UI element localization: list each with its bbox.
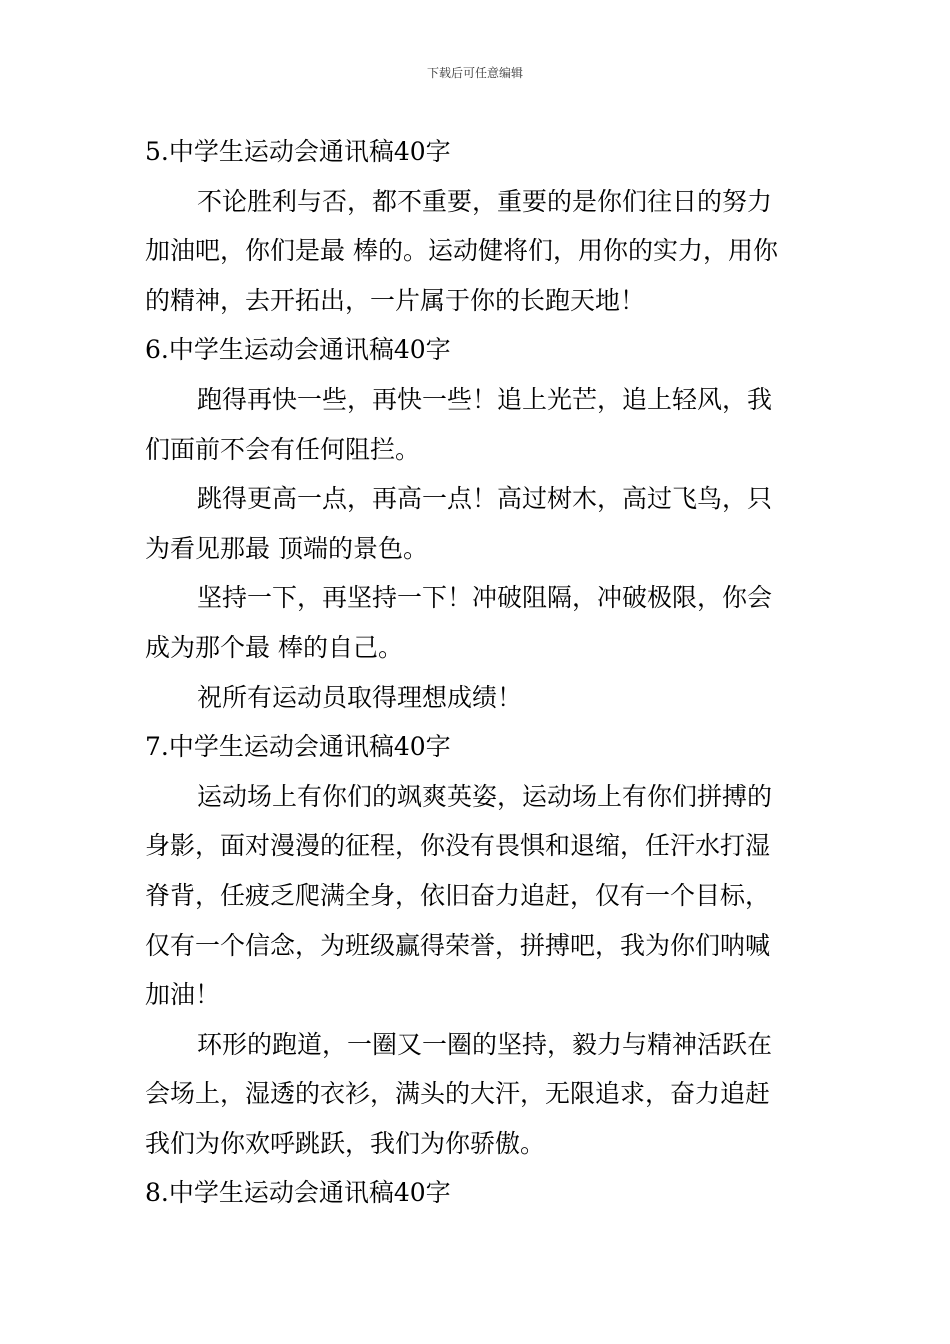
paragraph-line: 加油！ (145, 980, 221, 1010)
paragraph-line: 会场上，湿透的衣衫，满头的大汗，无限追求，奋力追赶 (145, 1079, 771, 1109)
paragraph-line: 跑得再快一些，再快一些！追上光芒，追上轻风，我 (197, 384, 773, 414)
paragraph-line: 环形的跑道，一圈又一圈的坚持，毅力与精神活跃在 (197, 1029, 773, 1059)
section-heading: 8.中学生运动会通讯稿40字 (145, 1178, 451, 1208)
paragraph-line: 祝所有运动员取得理想成绩！ (197, 682, 523, 712)
paragraph-line: 们面前不会有任何阻拦。 (145, 434, 421, 464)
document-body (145, 127, 810, 1218)
paragraph-line: 跳得更高一点，再高一点！高过树木，高过飞鸟，只 (197, 484, 773, 514)
paragraph-line: 加油吧，你们是最 棒的。运动健将们，用你的实力，用你 (145, 236, 778, 266)
section-heading: 7.中学生运动会通讯稿40字 (145, 732, 451, 762)
paragraph-line: 的精神，去开拓出，一片属于你的长跑天地！ (145, 285, 646, 315)
paragraph-line: 脊背，任疲乏爬满全身，依旧奋力追赶，仅有一个目标， (145, 880, 771, 910)
page-header: 下载后可任意编辑 (426, 66, 523, 80)
paragraph-line: 为看见那最 顶端的景色。 (145, 533, 428, 563)
paragraph-line: 坚持一下，再坚持一下！冲破阻隔，冲破极限，你会 (197, 583, 773, 613)
paragraph-line: 成为那个最 棒的自己。 (145, 632, 403, 662)
section-heading: 5.中学生运动会通讯稿40字 (145, 137, 451, 166)
section-heading: 6.中学生运动会通讯稿40字 (145, 335, 451, 365)
paragraph-line: 我们为你欢呼跳跃，我们为你骄傲。 (145, 1128, 546, 1158)
paragraph-line: 身影，面对漫漫的征程，你没有畏惧和退缩，任汗水打湿 (145, 831, 771, 861)
paragraph-line: 运动场上有你们的飒爽英姿，运动场上有你们拼搏的 (197, 781, 773, 811)
paragraph-line: 不论胜利与否，都不重要，重要的是你们往日的努力 (197, 186, 773, 216)
paragraph-line: 仅有一个信念，为班级赢得荣誉，拼搏吧，我为你们呐喊 (145, 930, 771, 960)
